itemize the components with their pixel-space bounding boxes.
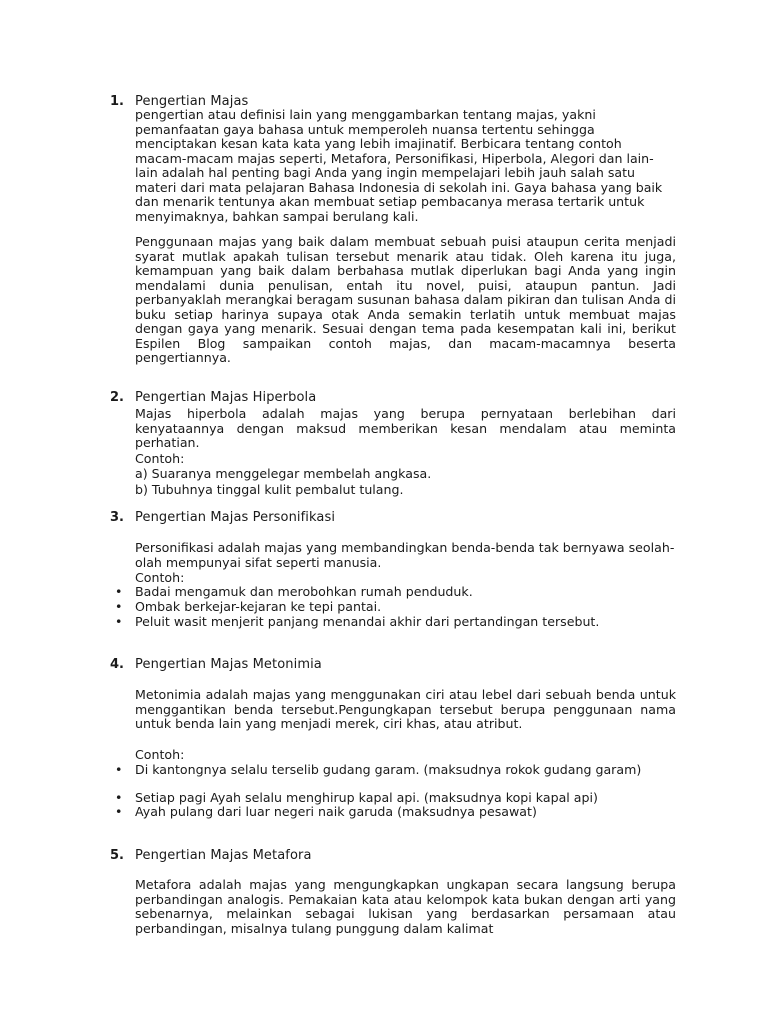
bullet-dot: • [115, 614, 123, 629]
section-number: 3. [110, 510, 124, 525]
section-title: Pengertian Majas Personifikasi [135, 510, 336, 525]
bullet-dot: • [115, 790, 123, 805]
section-number: 1. [110, 94, 124, 109]
section-paragraph: Metafora adalah majas yang mengungkapkan ungkapan secara langsung berupa perbandingan analogis. Pemakaian kata atau kelompok kata bukan dengan arti yang sebenarnya, melainkan sebagai lukisan yang berdasarkan persamaan atau perbandingan, misalnya tulang punggung dalam kalimat [135, 877, 676, 936]
bullet-text: Ombak berkejar-kejaran ke tepi pantai. [135, 599, 382, 614]
section-paragraph: Personifikasi adalah majas yang membandingkan benda-benda tak bernyawa seolah-olah mempunyai sifat seperti manusia. [135, 540, 675, 570]
section-title: Pengertian Majas Metonimia [135, 657, 322, 672]
bullet-dot: • [115, 584, 123, 599]
bullet-text: Setiap pagi Ayah selalu menghirup kapal api. (maksudnya kopi kapal api) [135, 790, 598, 805]
section-paragraph: pengertian atau definisi lain yang menggambarkan tentang majas, yakni pemanfaatan gaya bahasa untuk memperoleh nuansa tertentu sehingga menciptakan kesan kata kata yang lebih imajinatif. Berbicara tentang contoh macam-macam majas seperti, Metafora, Personifikasi, Hiperbola, Alegori dan lain-lain adalah hal penting bagi Anda yang ingin mempelajari lebih jauh salah satu materi dari mata pelajaran Bahasa Indonesia di sekolah ini. Gaya bahasa yang baik dan menarik tentunya akan membuat setiap pembacanya merasa tertarik untuk menyimaknya, bahkan sampai berulang kali. [135, 107, 663, 224]
bullet-text: Di kantongnya selalu terselib gudang garam. (maksudnya rokok gudang garam) [135, 762, 642, 777]
bullet-text: Ayah pulang dari luar negeri naik garuda (maksudnya pesawat) [135, 804, 537, 819]
bullet-dot: • [115, 804, 123, 819]
bullet-dot: • [115, 762, 123, 777]
section-number: 2. [110, 390, 124, 405]
bullet-text: Badai mengamuk dan merobohkan rumah penduduk. [135, 584, 473, 599]
bullet-text: Peluit wasit menjerit panjang menandai akhir dari pertandingan tersebut. [135, 614, 600, 629]
section-number: 4. [110, 657, 124, 672]
example-item: a) Suaranya menggelegar membelah angkasa. [135, 466, 432, 481]
contoh-label: Contoh: [135, 570, 185, 585]
contoh-label: Contoh: [135, 747, 185, 762]
section-paragraph: Penggunaan majas yang baik dalam membuat sebuah puisi ataupun cerita menjadi syarat mutlak apakah tulisan tersebut menarik atau tidak. Oleh karena itu juga, kemampuan yang baik dalam berbahasa mutlak diperlukan bagi Anda yang ingin mendalami dunia penulisan, entah itu novel, puisi, ataupun pantun. Jadi perbanyaklah merangkai beragam susunan bahasa dalam pikiran dan tulisan Anda di buku setiap harinya supaya otak Anda semakin terlatih untuk membuat majas dengan gaya yang menarik. Sesuai dengan tema pada kesempatan kali ini, berikut Espilen Blog sampaikan contoh majas, dan macam-macamnya beserta pengertiannya. [135, 234, 676, 365]
section-paragraph: Metonimia adalah majas yang menggunakan ciri atau lebel dari sebuah benda untuk menggantikan benda tersebut.Pengungkapan tersebut berupa penggunaan nama untuk benda lain yang menjadi merek, ciri khas, atau atribut. [135, 687, 676, 731]
section-title: Pengertian Majas Metafora [135, 848, 312, 863]
bullet-dot: • [115, 599, 123, 614]
section-number: 5. [110, 848, 124, 863]
section-paragraph: Majas hiperbola adalah majas yang berupa pernyataan berlebihan dari kenyataannya dengan maksud memberikan kesan mendalam atau meminta perhatian. [135, 406, 676, 450]
section-title: Pengertian Majas [135, 94, 249, 109]
section-title: Pengertian Majas Hiperbola [135, 390, 317, 405]
contoh-label: Contoh: [135, 451, 185, 466]
example-item: b) Tubuhnya tinggal kulit pembalut tulang. [135, 482, 404, 497]
